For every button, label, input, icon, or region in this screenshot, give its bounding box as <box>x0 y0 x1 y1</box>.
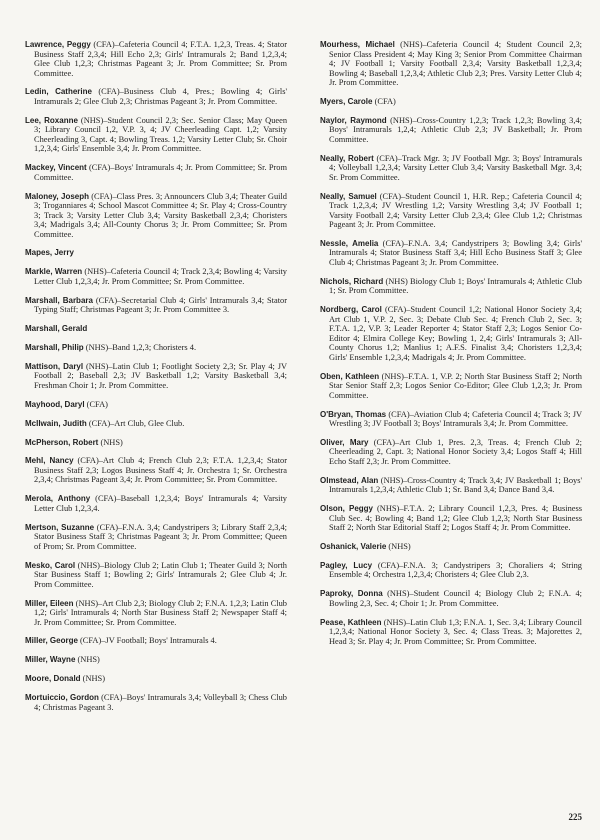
student-activities: (CFA)–F.N.A. 3; Candystripers 3; Choraliers 4; String Ensemble 4; Orchestra 1,2,3,4; Choristers 4; Glee Club 2,3. <box>329 560 582 580</box>
senior-entry <box>320 40 582 88</box>
senior-entry <box>25 456 287 485</box>
student-name: Nordberg, Carol <box>320 305 382 315</box>
student-name: Mattison, Daryl <box>25 361 84 371</box>
senior-entry <box>320 561 582 580</box>
left-column <box>25 40 287 721</box>
student-activities: (CFA)–Class Pres. 3; Announcers Club 3,4; Theater Guild 3; Troganniares 4; School Mascot Committee 4; Sr. Play 4; Cross-Country 3; Track 3; Varsity Letter Club 3,4; Varsity Basketball 2,3,4; Choristers 3,4; Madrigals 3,4; All-County Chorus 3; Jr. Prom Committee; Sr. Prom Committee. <box>34 191 287 239</box>
senior-entry <box>320 618 582 647</box>
student-name: Neally, Samuel <box>320 191 377 201</box>
student-name: Ledin, Catherine <box>25 87 92 97</box>
student-name: Nichols, Richard <box>320 276 384 286</box>
student-name: Marshall, Gerald <box>25 324 88 334</box>
student-activities: (NHS)–Cafeteria Council 4; Track 2,3,4; Bowling 4; Varsity Letter Club 1,2,3,4; Jr. Prom Committee; Sr. Prom Committee. <box>34 267 287 286</box>
student-activities: (CFA)–Student Council 1,2; National Honor Society 3,4; Art Club 1, V.P. 2, Sec. 3; Debate Club Sec. 4; French Club 2, Sec. 3; F.T.A. 1,2, V.P. 3; Leader Reporter 4; Stator Staff 2,3; Logos Senior Co-Editor 4; Elmira College Key; Bowling 1, 2,4; Girls' Intramurals 3; All-County Chorus 1,2; Manlius 1; A.F.S. Finalist 3,4; Choristers 1,2,3,4; Girls' Ensemble 1,2,3,4; Madrigals 4; Jr. Prom Committee. <box>329 305 582 362</box>
senior-entry <box>320 116 582 145</box>
senior-entry <box>25 561 287 590</box>
senior-entry <box>320 372 582 401</box>
student-name: Miller, Eileen <box>25 598 74 608</box>
right-column <box>320 40 582 656</box>
student-activities: (CFA)–Aviation Club 4; Cafeteria Council 4; Track 3; JV Wrestling 3; JV Football 3; Boys' Intramurals 3,4; Jr. Prom Committee. <box>329 409 583 429</box>
student-activities: (NHS)–Cross-Country 1,2,3; Track 1,2,3; Bowling 3,4; Boys' Intramurals 1,2,4; Athletic Club 2,3; JV Basketball; Jr. Prom Committee. <box>329 115 582 144</box>
student-name: Marshall, Philip <box>25 343 84 353</box>
student-activities: (CFA)–F.N.A. 3,4; Candystripers 3; Library Staff 2,3,4; Stator Business Staff 3; Christmas Pageant 3; Jr. Prom Committee; Queen of Prom; Sr. Prom Committee. <box>34 522 288 551</box>
student-name: Mortuiccio, Gordon <box>25 693 99 703</box>
student-name: McPherson, Robert <box>25 437 99 447</box>
student-activities: (NHS) <box>386 542 411 552</box>
student-name: Mackey, Vincent <box>25 163 87 173</box>
senior-entry <box>25 343 287 353</box>
student-activities: (CFA)–Business Club 4, Pres.; Bowling 4; Girls' Intramurals 2; Glee Club 2,3; Christmas Pageant 3; Jr. Prom Committee. <box>34 87 287 106</box>
student-activities: (NHS)–F.T.A. 1, V.P. 2; North Star Business Staff 2; North Star Senior Staff 2,3; Logos Senior Co-Editor; Glee Club 1,2,3; Jr. Prom Committee. <box>329 371 582 400</box>
senior-entry <box>320 410 582 429</box>
senior-entry <box>320 438 582 467</box>
senior-entry <box>25 523 287 552</box>
student-activities: (NHS)–Latin Club 1; Footlight Society 2,3; Sr. Play 4; JV Football 2; Baseball 2,3; JV Basketball 1,2; Varsity Basketball 3,4; Freshman Choir 1; Jr. Prom Committee. <box>34 361 288 390</box>
student-name: Naylor, Raymond <box>320 115 387 125</box>
student-name: Miller, Wayne <box>25 655 76 665</box>
senior-entry <box>25 674 287 684</box>
student-name: Oshanick, Valerie <box>320 542 387 552</box>
senior-entry <box>25 192 287 240</box>
senior-entry <box>25 267 287 286</box>
student-name: Mesko, Carol <box>25 560 76 570</box>
student-name: Mehl, Nancy <box>25 456 74 466</box>
student-name: O'Bryan, Thomas <box>320 409 387 419</box>
senior-entry <box>320 504 582 533</box>
student-name: Myers, Carole <box>320 96 373 106</box>
senior-entry <box>25 324 287 334</box>
senior-entry <box>25 163 287 182</box>
student-name: Moore, Donald <box>25 674 81 684</box>
student-activities: (CFA)–F.N.A. 3,4; Candystripers 3; Bowling 3,4; Girls' Intramurals 4; Stator Business Staff 3,4; Hill Echo Business Staff 3; Glee Club 4; Christmas Pageant 3; Jr. Prom Committee. <box>329 238 582 267</box>
student-name: Paproky, Donna <box>320 589 383 599</box>
senior-entry <box>25 40 287 78</box>
senior-entry <box>25 419 287 429</box>
senior-entry <box>25 655 287 665</box>
student-activities: (NHS)–Student Council 2,3; Sec. Senior Class; May Queen 3; Library Council 1,2, V.P. 3, 4; JV Cheerleading Capt. 1,2; Varsity Cheerleading 3, Capt. 4; Bowling Treas. 1,2; Varsity Letter Club; Sr. Choir 1,2,3,4; Girls' Ensemble 3,4; Jr. Prom Committee. <box>34 115 288 154</box>
student-activities: (CFA)–Baseball 1,2,3,4; Boys' Intramurals 4; Varsity Letter Club 1,2,3,4. <box>34 494 287 513</box>
student-name: Mayhood, Daryl <box>25 399 85 409</box>
senior-entry <box>25 116 287 154</box>
senior-entry <box>25 494 287 513</box>
student-name: Mapes, Jerry <box>25 248 74 258</box>
senior-entry <box>25 693 287 712</box>
student-activities: (CFA)–Boys' Intramurals 4; Jr. Prom Committee; Sr. Prom Committee. <box>34 163 287 182</box>
student-name: Pagley, Lucy <box>320 560 373 570</box>
student-name: Maloney, Joseph <box>25 191 89 201</box>
student-activities: (CFA)–Cafeteria Council 4; F.T.A. 1,2,3, Treas. 4; Stator Business Staff 2,3,4; Hill Echo 2,3; Girls' Intramurals 2; Band 1,2,3,4; Glee Club 1,2,3; Christmas Pageant 3; Jr. Prom Committee; Sr. Prom Committee. <box>34 40 287 78</box>
student-activities: (CFA)–Track Mgr. 3; JV Football Mgr. 3; Boys' Intramurals 4; Volleyball 1,2,3,4; Varsity Letter Club 3,4; Varsity Basketball Mgr. 3,4; Sr. Prom Committee. <box>329 153 582 182</box>
senior-entry <box>25 636 287 646</box>
senior-entry <box>25 296 287 315</box>
student-name: McIlwain, Judith <box>25 418 87 428</box>
student-activities: (NHS)–Biology Club 2; Latin Club 1; Theater Guild 3; North Star Business Staff 1; Bowling 2; Girls' Intramurals 2; Glee Club 4; Jr. Prom Committee. <box>34 560 287 589</box>
student-activities: (CFA)–Art Club, Glee Club. <box>86 418 185 428</box>
senior-entry <box>320 192 582 230</box>
student-activities: (CFA)–Student Council 1, H.R. Rep.; Cafeteria Council 4; Track 1,2,3,4; JV Wrestling 1,2; Varsity Wrestling 3,4; JV Football 1; Varsity Football 2,4; Varsity Letter Club 2,3,4; Glee Club 1,2; Christmas Pageant 3; Jr. Prom Committee. <box>329 191 582 230</box>
senior-entry <box>320 305 582 362</box>
student-name: Miller, George <box>25 636 78 646</box>
student-name: Olmstead, Alan <box>320 475 379 485</box>
student-activities: (NHS) Biology Club 1; Boys' Intramurals 4; Athletic Club 1; Sr. Prom Committee. <box>329 276 582 296</box>
student-activities: (CFA)–Secretarial Club 4; Girls' Intramurals 3,4; Stator Typing Staff; Christmas Pageant 3; Jr. Prom Committee 3. <box>34 295 287 315</box>
student-activities: (CFA)–Art Club 1, Pres. 2,3, Treas. 4; French Club 2; Cheerleading 2, Capt. 3; National Honor Society 3,4; Logos Staff 4; Hill Echo Staff 2,3; Jr. Prom Committee. <box>329 437 582 466</box>
senior-entry <box>25 400 287 410</box>
student-activities: (CFA)–Boys' Intramurals 3,4; Volleyball 3; Chess Club 4; Christmas Pageant 3. <box>34 693 287 712</box>
student-activities: (NHS)–Student Council 4; Biology Club 2; F.N.A. 4; Bowling 2,3, Sec. 4; Choir 1; Jr. Prom Committee. <box>329 589 582 608</box>
senior-entry <box>320 97 582 107</box>
student-activities: (CFA)–JV Football; Boys' Intramurals 4. <box>77 636 217 646</box>
page-number: 225 <box>568 812 582 822</box>
student-name: Lee, Roxanne <box>25 115 78 125</box>
student-name: Marshall, Barbara <box>25 295 93 305</box>
student-activities: (NHS)–Art Club 2,3; Biology Club 2; F.N.A. 1,2,3; Latin Club 1,2; Girls' Intramurals 4; North Star Business Staff 2; Newspaper Staff 4; Jr. Prom Committee; Sr. Prom Committee. <box>34 598 287 627</box>
senior-entry <box>25 87 287 106</box>
student-activities: (CFA) <box>372 96 396 106</box>
student-name: Nessle, Amelia <box>320 238 379 248</box>
senior-entry <box>320 589 582 608</box>
student-activities: (CFA) <box>84 399 108 409</box>
student-name: Oliver, Mary <box>320 437 369 447</box>
student-name: Mourhess, Michael <box>320 40 395 49</box>
senior-entry <box>25 599 287 628</box>
student-name: Neally, Robert <box>320 153 374 163</box>
student-name: Olson, Peggy <box>320 504 374 514</box>
student-activities: (NHS)–Band 1,2,3; Choristers 4. <box>83 343 197 353</box>
student-name: Merola, Anthony <box>25 494 91 504</box>
senior-entry <box>320 277 582 296</box>
student-name: Oben, Kathleen <box>320 371 380 381</box>
senior-entry <box>320 476 582 495</box>
student-activities: (NHS)–F.T.A. 2; Library Council 1,2,3, Pres. 4; Business Club Sec. 4; Bowling 4; Band 1,2; Glee Club 1,2,3; North Star Business Staff 2; North Star Editorial Staff 2; Logos Staff 4; Jr. Prom Committee. <box>329 504 582 533</box>
student-name: Pease, Kathleen <box>320 617 382 627</box>
student-activities: (NHS) <box>75 655 100 665</box>
senior-entry <box>320 542 582 552</box>
senior-entry <box>320 239 582 268</box>
student-activities: (NHS)–Latin Club 1,3; F.N.A. 1, Sec. 3,4; Library Council 1,2,3,4; National Honor Society 3, Sec. 4; Class Treas. 3; Majorettes 2, Head 3; Sr. Play 4; Jr. Prom Committee; Sr. Prom Committee. <box>329 617 582 646</box>
senior-entry <box>25 362 287 391</box>
senior-entry <box>320 154 582 183</box>
student-name: Lawrence, Peggy <box>25 40 91 49</box>
student-activities: (NHS)–Cafeteria Council 4; Student Council 2,3; Senior Class President 4; May King 3; Senior Prom Committee Chairman 4; JV Football 1; Varsity Football 2,3,4; Varsity Basketball 1,2,3,4; Bowling 4; Baseball 1,2,3,4; Athletic Club 2,3; Pres. Varsity Letter Club 4; Jr. Prom Committee. <box>329 40 582 87</box>
senior-entry <box>25 248 287 258</box>
student-activities: (CFA)–Art Club 4; French Club 2,3; F.T.A. 1,2,3,4; Stator Business Staff 2,3; Logos Business Staff 4; Jr. Orchestra 1; Sr. Orchestra 2,3,4; Christmas Pageant 3,4; Jr. Prom Committee; Sr. Prom Committee. <box>34 456 287 485</box>
student-name: Markle, Warren <box>25 267 83 277</box>
senior-entry <box>25 438 287 448</box>
student-activities: (NHS) <box>80 674 105 684</box>
student-name: Mertson, Suzanne <box>25 522 95 532</box>
student-activities: (NHS) <box>98 437 123 447</box>
student-activities: (NHS)–Cross-Country 4; Track 3,4; JV Basketball 1; Boys' Intramurals 1,2,3,4; Athletic Club 1; Sr. Band 3,4; Dance Band 3,4. <box>329 475 582 495</box>
